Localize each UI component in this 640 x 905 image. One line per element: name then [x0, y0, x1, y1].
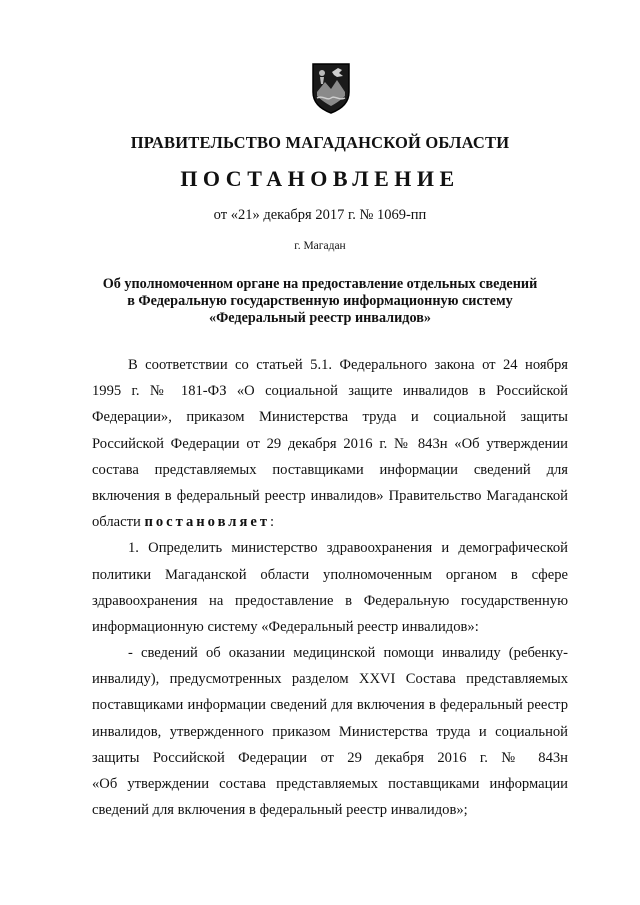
body-line: сведений для включения в федеральный реестр инвалидов»; — [92, 802, 468, 819]
body-line: Российской Федерации от 29 декабря 2016 г. № 843н «Об утверждении — [92, 435, 568, 452]
decree-subject — [0, 276, 640, 327]
body-line: - сведений об оказании медицинской помощи инвалиду (ребенку- — [128, 645, 568, 662]
body-line: состава представляемых поставщиками информации сведений для — [92, 461, 568, 478]
subject-line: в Федеральную государственную информационную систему — [127, 293, 513, 309]
decree-date-number: от «21» декабря 2017 г. № 1069-пп — [213, 207, 427, 223]
body-line: защиты Российской Федерации от 29 декабря 2016 г. № 843н — [92, 749, 568, 766]
body-line: В соответствии со статьей 5.1. Федерального закона от 24 ноября — [128, 357, 568, 373]
body-line: Федерации», приказом Министерства труда и социальной защиты — [92, 409, 568, 426]
body-line-resolution — [92, 509, 568, 535]
body-line: поставщиками информации сведений для включения в федеральный реестр — [92, 697, 568, 714]
body-line: инвалидов, утвержденного приказом Министерства труда и социальной — [92, 723, 568, 740]
decree-body — [92, 352, 568, 823]
body-line: информационную систему «Федеральный реестр инвалидов»: — [92, 618, 479, 635]
decree-city: г. Магадан — [294, 240, 346, 252]
body-line: 1995 г. № 181-ФЗ «О социальной защите инвалидов в Российской — [92, 383, 568, 400]
body-line: инвалиду), предусмотренных разделом XXVI Состава представляемых — [92, 671, 568, 688]
subject-line: Об уполномоченном органе на предоставление отдельных сведений — [102, 276, 538, 292]
body-line: включения в федеральный реестр инвалидов» Правительство Магаданской — [92, 487, 568, 504]
subject-line: «Федеральный реестр инвалидов» — [209, 310, 431, 326]
document-type-title: ПОСТАНОВЛЕНИЕ — [180, 166, 460, 191]
resolution-prefix: области — [92, 514, 145, 531]
body-line: политики Магаданской области уполномоченным органом в сфере — [92, 566, 568, 583]
body-line: 1. Определить министерство здравоохранения и демографической — [128, 540, 568, 557]
coat-of-arms-icon — [311, 62, 351, 114]
government-title: ПРАВИТЕЛЬСТВО МАГАДАНСКОЙ ОБЛАСТИ — [130, 133, 510, 152]
body-line: «Об утверждении состава представляемых поставщиками информации — [92, 776, 568, 792]
resolution-keyword: постановляет — [144, 514, 271, 531]
body-line: здравоохранения на предоставление в Федеральную государственную — [92, 592, 568, 609]
resolution-suffix: : — [270, 514, 275, 531]
